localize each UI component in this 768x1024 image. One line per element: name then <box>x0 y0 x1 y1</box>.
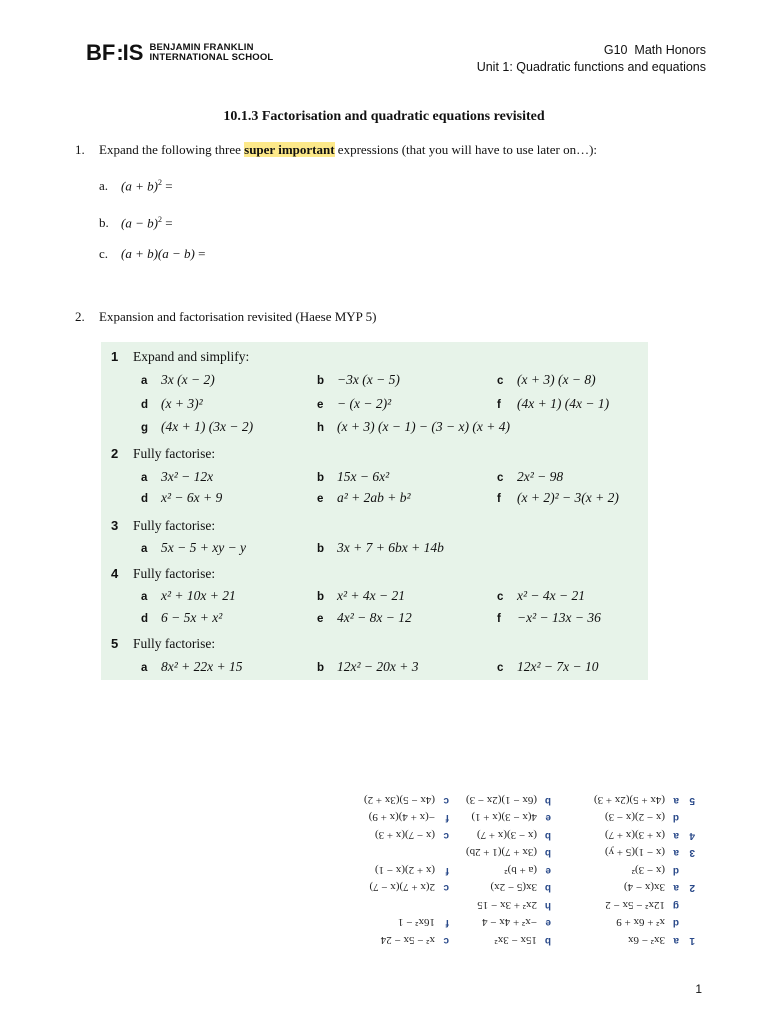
answer-label: b <box>544 935 551 946</box>
question-1b <box>99 215 173 231</box>
exercise-4-heading: 4 Fully factorise: <box>111 566 216 581</box>
answer-label: g <box>672 900 679 911</box>
exercise-item: e a² + 2ab + b² <box>317 490 411 505</box>
exercise-item: b 12x² − 20x + 3 <box>317 659 419 674</box>
exercise-item: e 4x² − 8x − 12 <box>317 610 412 625</box>
answer-label: c <box>443 830 449 841</box>
exercise-item: h (x + 3) (x − 1) − (3 − x) (x + 4) <box>317 419 510 434</box>
answer-expression: 3x(x − 4) <box>623 881 665 894</box>
question-2-text: Expansion and factorisation revisited (Haese MYP 5) <box>99 309 377 324</box>
answer-expression: −(x + 4)(x + 9) <box>368 811 435 824</box>
answer-expression: 3x² − 6x <box>627 934 665 946</box>
answer-expression: (x − 3)(x + 7) <box>476 829 537 841</box>
exercise-item: b −3x (x − 5) <box>317 372 400 387</box>
answer-label: e <box>545 865 551 876</box>
question-1-highlight: super important <box>244 142 335 157</box>
answer-expression: 15x − 3x² <box>494 934 537 946</box>
exercise-item: d (x + 3)² <box>141 396 203 411</box>
answer-label: f <box>445 812 449 824</box>
answer-label: e <box>545 917 551 929</box>
exercise-item: d 6 − 5x + x² <box>141 610 223 625</box>
exercise-item: e − (x − 2)² <box>317 396 392 411</box>
question-2-number: 2. <box>75 309 85 324</box>
answer-expression: 2(x + 7)(x − 7) <box>369 881 435 894</box>
logo-is: IS <box>122 40 144 65</box>
logo-line2: INTERNATIONAL SCHOOL <box>149 52 274 63</box>
answer-expression: (x − 1)(5 + y) <box>604 846 665 859</box>
upside-down-answers <box>335 785 695 950</box>
answer-label: 2 <box>689 882 695 894</box>
exercise-item: a 3x (x − 2) <box>141 372 215 387</box>
answer-label: c <box>443 882 449 894</box>
answer-label: a <box>673 882 679 894</box>
exercise-item: c (x + 3) (x − 8) <box>497 372 596 387</box>
answer-expression: (x − 7)(x + 3) <box>374 829 435 841</box>
item-expression: (a + b) <box>121 178 158 194</box>
exercise-1-heading: 1 Expand and simplify: <box>111 349 250 364</box>
answer-label: d <box>672 865 679 876</box>
exercise-item: f −x² − 13x − 36 <box>497 610 601 625</box>
question-1 <box>75 142 597 158</box>
answer-label: 5 <box>689 795 695 806</box>
header-info <box>477 42 706 76</box>
item-equals: = <box>161 215 173 231</box>
answer-label: f <box>445 917 449 929</box>
answer-label: 1 <box>689 935 695 946</box>
answer-expression: x² + 6x + 9 <box>616 916 665 929</box>
exercise-item: c 12x² − 7x − 10 <box>497 659 599 674</box>
page-title: 10.1.3 Factorisation and quadratic equations revisited <box>223 109 545 124</box>
exercise-item: c x² − 4x − 21 <box>497 588 586 603</box>
exercise-4-title: Fully factorise: <box>133 566 216 581</box>
answer-expression: 4(x − 3)(x + 1) <box>471 811 537 824</box>
item-expression: (a + b)(a − b) <box>121 246 195 261</box>
answer-label: a <box>673 795 679 806</box>
exercise-1-title: Expand and simplify: <box>133 349 250 364</box>
exercise-item: a 3x² − 12x <box>141 469 214 484</box>
exercise-item: g (4x + 1) (3x − 2) <box>141 419 254 434</box>
answer-expression: (6x − 1)(2x − 3) <box>465 794 537 806</box>
logo-dots: : <box>116 40 122 65</box>
item-expression: (a − b) <box>121 215 158 231</box>
question-1c <box>99 246 205 262</box>
exercise-2-title: Fully factorise: <box>133 446 216 461</box>
question-1-number: 1. <box>75 142 85 157</box>
item-label: b. <box>99 215 109 231</box>
logo-line1: BENJAMIN FRANKLIN <box>149 42 254 53</box>
item-exponent: 2 <box>157 178 162 187</box>
exercise-item: d x² − 6x + 9 <box>141 490 223 505</box>
question-2 <box>75 309 377 325</box>
answer-expression: 2x² + 3x − 15 <box>477 899 537 911</box>
answer-expression: 3x(5 − 2x) <box>490 881 537 894</box>
answer-label: a <box>673 935 679 946</box>
exercise-item: b 15x − 6x² <box>317 469 390 484</box>
exercise-item: b x² + 4x − 21 <box>317 588 406 603</box>
exercise-item: b 3x + 7 + 6bx + 14b <box>317 540 444 555</box>
item-label: c. <box>99 246 109 261</box>
answer-label: d <box>672 812 679 824</box>
exercise-5-heading: 5 Fully factorise: <box>111 636 216 651</box>
answer-label: c <box>443 795 449 806</box>
answer-expression: (a + b)² <box>504 864 537 876</box>
answer-label: c <box>443 935 449 946</box>
page-number: 1 <box>695 982 702 996</box>
answer-label: a <box>673 830 679 841</box>
answer-expression: (x + 3)(x + 7) <box>604 829 665 841</box>
item-equals: = <box>194 246 206 261</box>
answer-expression: (x − 3)² <box>631 864 665 876</box>
answer-expression: (x + 2)(x − 1) <box>374 864 435 876</box>
answer-label: f <box>445 865 449 876</box>
exercise-item: a 5x − 5 + xy − y <box>141 540 247 555</box>
answer-expression: (4x + 5)(2x + 3) <box>593 794 665 806</box>
exercise-item: a 8x² + 22x + 15 <box>141 659 243 674</box>
answer-expression: x² − 5x − 24 <box>380 934 435 946</box>
answer-expression: 16x² − 1 <box>397 916 435 929</box>
school-logo <box>86 40 273 66</box>
exercise-box <box>101 342 648 680</box>
item-equals: = <box>161 178 173 194</box>
exercise-item: a x² + 10x + 21 <box>141 588 236 603</box>
question-1-text-post: expressions (that you will have to use later on…): <box>334 142 598 157</box>
logo-school-name <box>149 43 273 63</box>
answer-expression: (4x − 5)(3x + 2) <box>363 794 435 806</box>
answer-expression: (x − 2)(x − 3) <box>604 811 665 824</box>
exercise-5-title: Fully factorise: <box>133 636 216 651</box>
answer-expression: 12x² − 5x − 2 <box>605 899 665 911</box>
unit-name: Unit 1: Quadratic functions and equations <box>476 60 706 74</box>
exercise-3-title: Fully factorise: <box>133 518 216 533</box>
exercise-item: c 2x² − 98 <box>497 469 564 484</box>
answer-label: b <box>544 830 551 841</box>
answer-label: d <box>672 917 679 929</box>
exercise-2-heading: 2 Fully factorise: <box>111 446 216 461</box>
answer-label: b <box>544 795 551 806</box>
logo-bf: BF <box>86 40 116 65</box>
answer-label: a <box>673 847 679 859</box>
item-exponent: 2 <box>157 215 162 224</box>
exercise-item: f (4x + 1) (4x − 1) <box>497 396 610 411</box>
exercise-item: f (x + 2)² − 3(x + 2) <box>497 490 619 505</box>
answer-label: 4 <box>689 830 695 841</box>
answer-expression: −x² + 4x − 4 <box>482 916 537 929</box>
answer-label: b <box>544 847 551 859</box>
exercise-3-heading: 3 Fully factorise: <box>111 518 216 533</box>
answer-label: b <box>544 882 551 894</box>
question-1a <box>99 178 173 194</box>
question-1-text-pre: Expand the following three <box>99 142 245 157</box>
answer-label: h <box>544 900 551 911</box>
answer-label: e <box>545 812 551 824</box>
answer-label: 3 <box>689 847 695 859</box>
item-label: a. <box>99 178 109 194</box>
answer-expression: (3x + 7)(1 + 2b) <box>465 846 537 859</box>
course-name: G10 Math Honors <box>603 43 706 57</box>
